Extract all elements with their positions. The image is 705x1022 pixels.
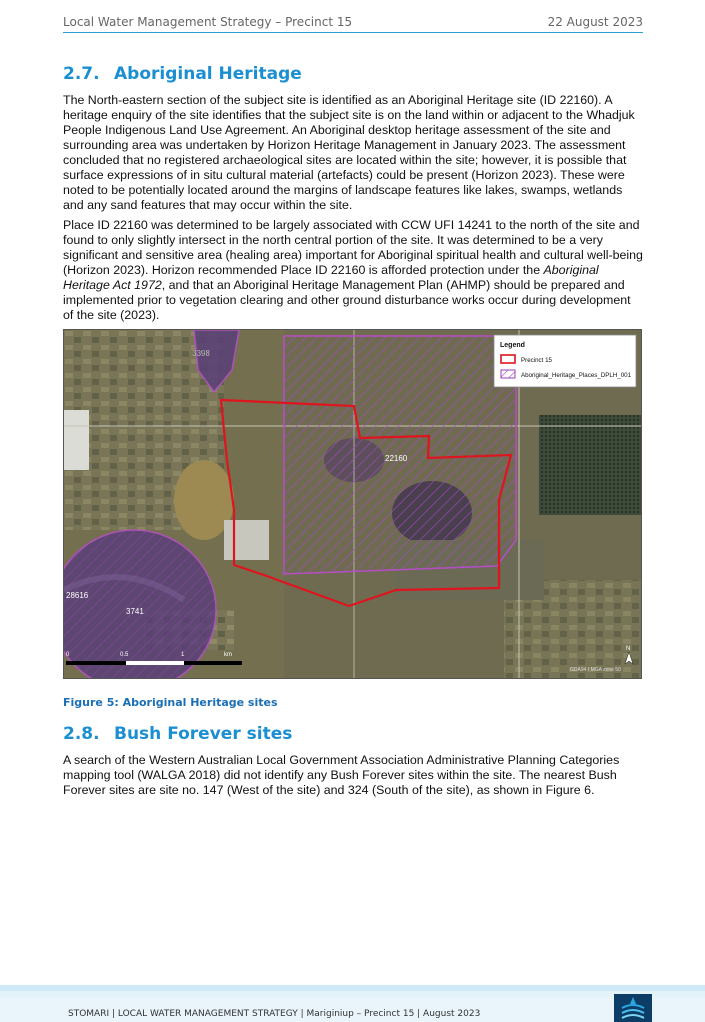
place-label-28616: 28616 [66, 591, 89, 600]
paragraph-text: , and that an Aboriginal Heritage Management Plan (AHMP) should be prepared and implemented prior to vegetation clearing and other ground disturbance works occur during development of the site (2023). [63, 278, 631, 322]
scale-label-0: 0 [66, 652, 70, 658]
section-title: Bush Forever sites [114, 724, 293, 744]
section-heading-aboriginal-heritage [63, 64, 302, 84]
aboriginal-heritage-map [63, 329, 642, 679]
paragraph-text: Place ID 22160 was determined to be largely associated with CCW UFI 14241 to the north of the site and found to only slightly intersect in the north central portion of the site. It was determined to be a very significant and sensitive area (healing area) important for Aboriginal spiritual health and cultural well-being (Horizon 2023). Horizon recommended Place ID 22160 is afforded protection under the [63, 218, 643, 277]
legend-item-heritage: Aboriginal_Heritage_Places_DPLH_001 [521, 372, 632, 379]
act-name: Aboriginal Heritage Act 1972 [63, 263, 599, 292]
north-label: N [626, 646, 631, 652]
section-number: 2.7. [63, 64, 100, 84]
scale-label-half: 0.5 [120, 652, 129, 658]
place-label-3741: 3741 [126, 607, 144, 616]
paragraph-heritage-2 [63, 218, 643, 323]
page-header [63, 14, 643, 33]
map-image [64, 330, 641, 678]
section-title: Aboriginal Heritage [114, 64, 302, 84]
map-legend [494, 335, 636, 387]
footer-text: STOMARI | LOCAL WATER MANAGEMENT STRATEGY | Mariginiup – Precinct 15 | August 2023 [68, 1009, 481, 1019]
legend-title: Legend [500, 342, 525, 349]
header-date: 22 August 2023 [547, 15, 643, 29]
scale-unit: km [224, 652, 232, 658]
legend-item-precinct: Precinct 15 [521, 357, 552, 364]
paragraph-heritage-1: The North-eastern section of the subject site is identified as an Aboriginal Heritage site (ID 22160). A heritage enquiry of the site identifies that the subject site is on the land within or adjacent to the Whadjuk People Indigenous Land Use Agreement. An Aboriginal desktop heritage assessment of the site and surrounding area was undertaken by Horizon Heritage Management in January 2023. The assessment concluded that no registered archaeological sites are located within the site; however, it is possible that surface expressions of in situ cultural material (artefacts) could be present (Horizon 2023). These were noted to be potentially located around the margins of landscape features like lakes, swamps, wetlands and any sand features that may occur within the site. [63, 93, 635, 212]
map-credit: GDA94 / MGA zone 50 [570, 667, 621, 673]
place-label-22160: 22160 [385, 454, 408, 463]
scale-label-1: 1 [181, 652, 185, 658]
section-number: 2.8. [63, 724, 100, 744]
figure-caption: Figure 5: Aboriginal Heritage sites [63, 696, 278, 709]
paragraph-bush-forever: A search of the Western Australian Local Government Association Administrative Planning Categories mapping tool (WALGA 2018) did not identify any Bush Forever sites within the site. The nearest Bush Forever sites are site no. 147 (West of the site) and 324 (South of the site), as shown in Figure 6. [63, 753, 620, 797]
legend-swatch-heritage [501, 370, 515, 378]
section-heading-bush-forever [63, 724, 292, 744]
place-label-3398: 3398 [192, 349, 210, 358]
header-title: Local Water Management Strategy – Precinct 15 [63, 15, 353, 29]
stomari-logo-icon [614, 994, 652, 1022]
